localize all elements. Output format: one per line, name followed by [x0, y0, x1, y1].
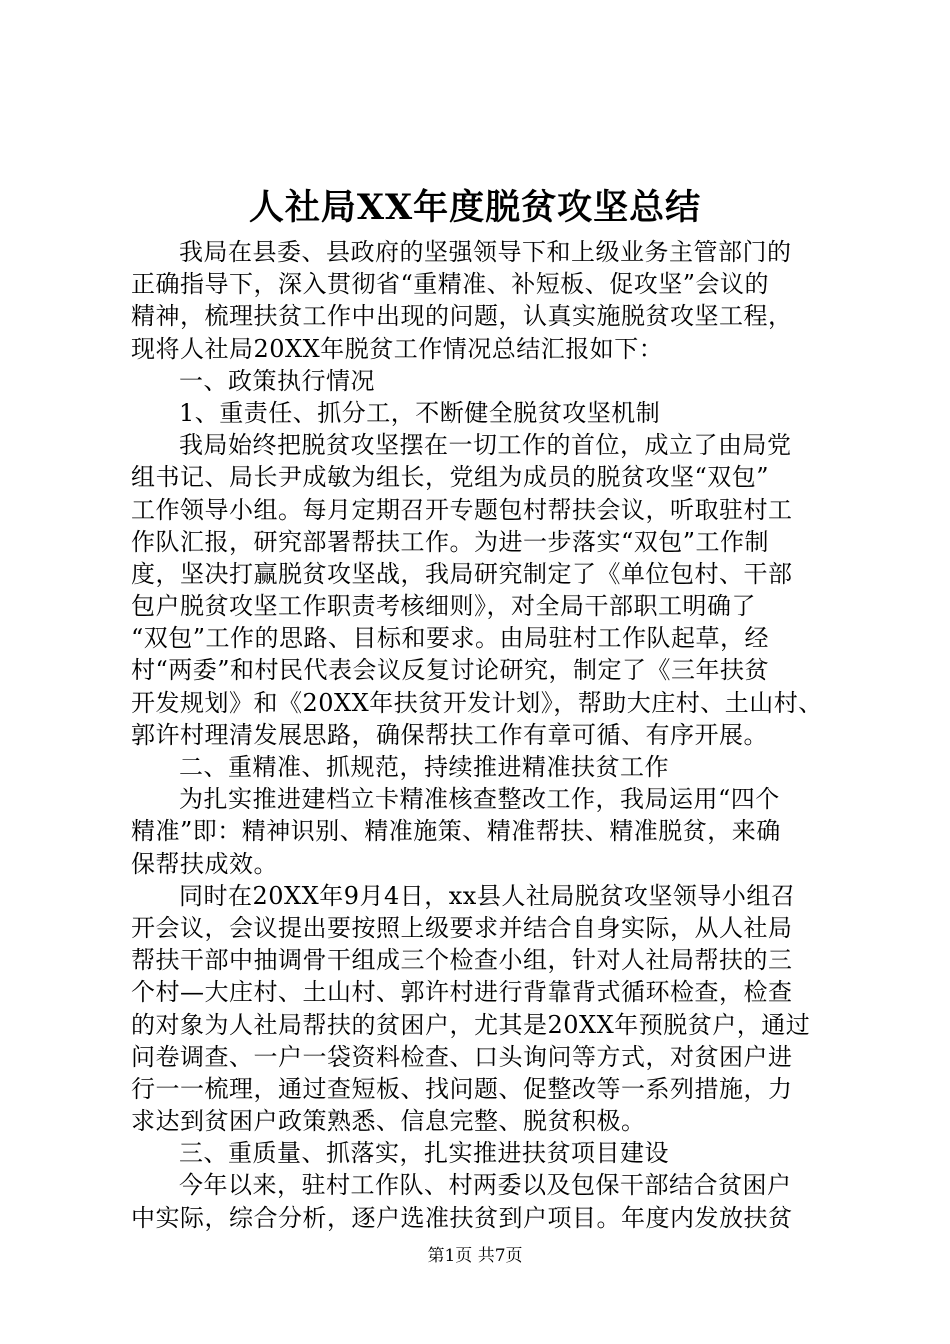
text-line: 为扎实推进建档立卡精准核查整改工作，我局运用“四个 — [179, 785, 780, 814]
text-line: 现将人社局20XX年脱贫工作情况总结汇报如下： — [131, 334, 664, 363]
text-line: 郭许村理清发展思路，确保帮扶工作有章可循、有序开展。 — [131, 720, 768, 749]
text-line: “双包”工作的思路、目标和要求。由局驻村工作队起草，经 — [131, 624, 770, 653]
text-line: 作队汇报，研究部署帮扶工作。为进一步落实“双包”工作制 — [131, 527, 770, 556]
text-line: 包户脱贫攻坚工作职责考核细则》，对全局干部职工明确了 — [131, 592, 756, 621]
text-line: 我局始终把脱贫攻坚摆在一切工作的首位，成立了由局党 — [179, 431, 792, 460]
text-line: 中实际，综合分析，逐户选准扶贫到户项目。年度内发放扶贫 — [131, 1203, 793, 1232]
text-line: 帮扶干部中抽调骨干组成三个检查小组，针对人社局帮扶的三 — [131, 946, 793, 975]
text-line: 精准”即：精神识别、精准施策、精准帮扶、精准脱贫，来确 — [131, 817, 781, 846]
text-line: 组书记、局长尹成敏为组长，党组为成员的脱贫攻坚“双包” — [131, 463, 770, 492]
text-line: 二、重精准、抓规范，持续推进精准扶贫工作 — [179, 753, 669, 781]
text-line: 开发规划》和《20XX年扶贫开发计划》，帮助大庄村、土山村、 — [131, 688, 823, 717]
text-line: 精神，梳理扶贫工作中出现的问题，认真实施脱贫攻坚工程， — [131, 302, 793, 331]
text-line: 三、重质量、抓落实，扎实推进扶贫项目建设 — [179, 1139, 669, 1168]
page-footer: 第1页 共7页 — [427, 1246, 523, 1266]
text-line: 正确指导下，深入贯彻省“重精准、补短板、促攻坚”会议的 — [131, 270, 770, 299]
text-line: 问卷调查、一户一袋资料检查、口头询问等方式，对贫困户进 — [131, 1042, 793, 1071]
text-line: 工作领导小组。每月定期召开专题包村帮扶会议，听取驻村工 — [131, 495, 793, 524]
document-title: 人社局XX年度脱贫攻坚总结 — [248, 187, 702, 228]
text-line: 村“两委”和村民代表会议反复讨论研究，制定了《三年扶贫 — [131, 656, 770, 685]
text-line: 我局在县委、县政府的坚强领导下和上级业务主管部门的 — [179, 238, 792, 266]
text-line: 开会议，会议提出要按照上级要求并结合自身实际，从人社局 — [131, 913, 793, 942]
document-body — [131, 236, 831, 1234]
text-line: 1、重责任、抓分工，不断健全脱贫攻坚机制 — [179, 398, 661, 427]
text-line: 的对象为人社局帮扶的贫困户，尤其是20XX年预脱贫户，通过 — [131, 1010, 811, 1039]
text-line: 同时在20XX年9月4日，xx县人社局脱贫攻坚领导小组召 — [179, 881, 796, 910]
text-line: 个村—大庄村、土山村、郭许村进行背靠背式循环检查，检查 — [131, 978, 793, 1007]
text-line: 一、政策执行情况 — [179, 366, 375, 395]
text-line: 度，坚决打赢脱贫攻坚战，我局研究制定了《单位包村、干部 — [131, 559, 793, 588]
text-line: 求达到贫困户政策熟悉、信息完整、脱贫积极。 — [131, 1107, 646, 1136]
text-line: 保帮扶成效。 — [131, 849, 278, 878]
text-line: 今年以来，驻村工作队、村两委以及包保干部结合贫困户 — [179, 1171, 792, 1200]
text-line: 行一一梳理，通过查短板、找问题、促整改等一系列措施，力 — [131, 1074, 793, 1103]
